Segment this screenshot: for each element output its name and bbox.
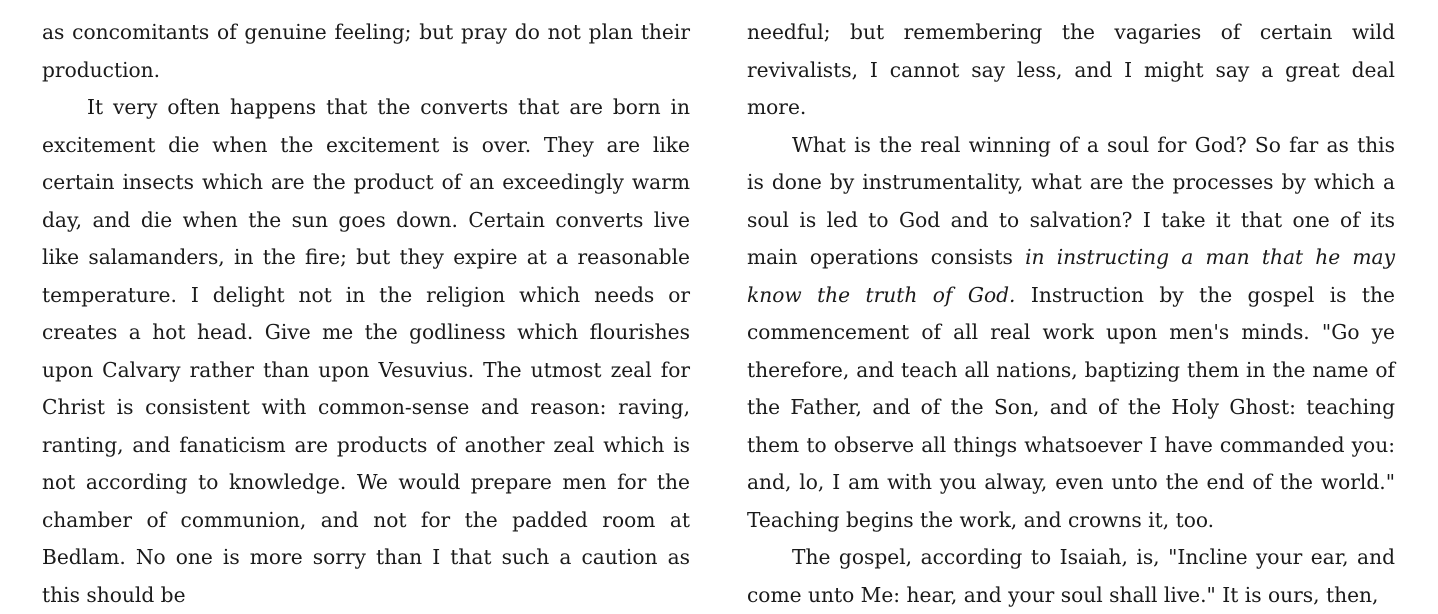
paragraph-continuation: as concomitants of genuine feeling; but pray do not plan their production. bbox=[42, 20, 690, 82]
right-column bbox=[747, 14, 1395, 614]
paragraph-converts-excitement: It very often happens that the converts that are born in excitement die when the excitement is over. They are like certain insects which are the product of an exceedingly warm day, and die when the sun goes down. Certain converts live like salamanders, in the fire; but they expire at a reasonable temperature. I delight not in the religion which needs or creates a hot head. Give me the godliness which flourishes upon Calvary rather than upon Vesuvius. The utmost zeal for Christ is consistent with common-sense and reason: raving, ranting, and fanaticism are products of another zeal which is not according to knowledge. We would prepare men for the chamber of communion, and not for the padded room at Bedlam. No one is more sorry than I that such a caution as this should be bbox=[42, 95, 690, 607]
paragraph-isaiah: The gospel, according to Isaiah, is, "Incline your ear, and come unto Me: hear, and your soul shall live." It is ours, then, bbox=[747, 545, 1395, 607]
paragraph-winning-soul bbox=[747, 127, 1395, 540]
left-column bbox=[42, 14, 690, 614]
winning-soul-text-start: What is the real winning of a soul for God? So far as this is done by instrumentality, what are the processes by which a soul is led to God and to salvation? I take it that one of its main operations consists bbox=[747, 132, 1395, 269]
book-page bbox=[0, 14, 1438, 609]
winning-soul-text-end: Instruction by the gospel is the commencement of all real work upon men's minds. "Go ye therefore, and teach all nations, baptizing them in the name of the Father, and of the Son, and of the Holy Ghost: teaching them to observe all things whatsoever I have commanded you: and, lo, I am with you alway, even unto the end of the world." Teaching begins the work, and crowns it, too. bbox=[747, 282, 1395, 532]
emphasis-instructing: in instructing a man that he may know the truth of God. bbox=[747, 245, 1395, 307]
paragraph-revivalists: needful; but remembering the vagaries of certain wild revivalists, I cannot say less, and I might say a great deal more. bbox=[747, 20, 1395, 119]
